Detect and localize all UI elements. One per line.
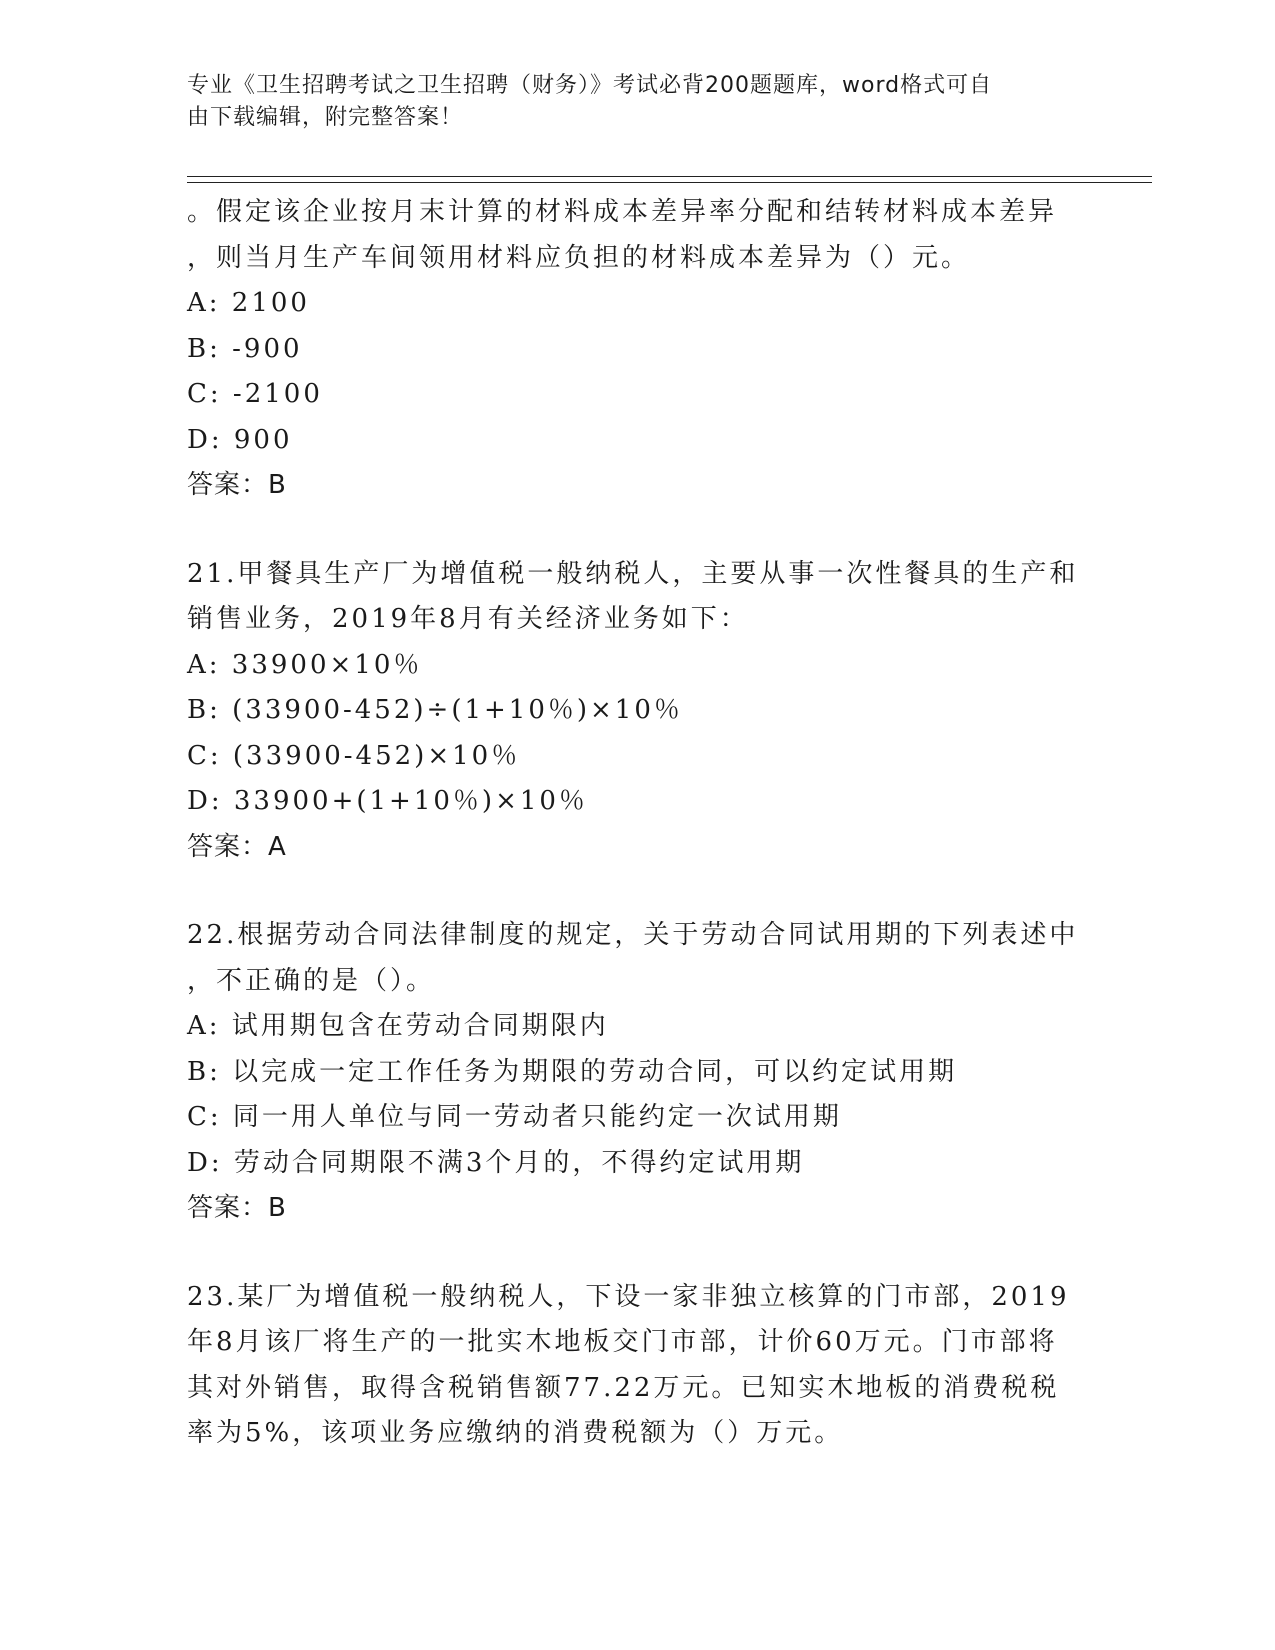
answer-line: 答案：B <box>187 1193 287 1223</box>
option-c: C: (33900-452)×10％ <box>187 740 521 771</box>
header-rule-top <box>187 176 1152 177</box>
question-block <box>187 190 1087 509</box>
option-d: D: 劳动合同期限不满3个月的，不得约定试用期 <box>187 1147 805 1178</box>
question-stem-line: 21.甲餐具生产厂为增值税一般纳税人，主要从事一次性餐具的生产和 <box>187 558 1079 589</box>
question-stem-line: ，则当月生产车间领用材料应负担的材料成本差异为（）元。 <box>187 242 971 273</box>
question-stem-line: 其对外销售，取得含税销售额77.22万元。已知实木地板的消费税税 <box>187 1372 1060 1403</box>
option-c: C: -2100 <box>187 379 323 409</box>
option-b: B: (33900-452)÷(1+10％)×10％ <box>187 695 683 725</box>
spacer <box>187 1232 1087 1275</box>
answer-line: 答案：B <box>187 470 287 500</box>
question-block <box>187 913 1087 1232</box>
spacer <box>187 509 1087 552</box>
option-a: A: 试用期包含在劳动合同期限内 <box>187 1011 609 1041</box>
question-stem-line: 年8月该厂将生产的一批实木地板交门市部，计价60万元。门市部将 <box>187 1327 1058 1357</box>
question-stem-line: 率为5%，该项业务应缴纳的消费税额为（）万元。 <box>187 1418 844 1448</box>
header-title-line-2: 由下载编辑，附完整答案！ <box>187 105 464 130</box>
question-stem-line: 销售业务，2019年8月有关经济业务如下： <box>187 604 749 634</box>
header-title-line-1: 专业《卫生招聘考试之卫生招聘（财务）》考试必背200题题库，word格式可自 <box>187 73 993 98</box>
option-b: B: -900 <box>187 333 303 364</box>
question-stem-line: 22.根据劳动合同法律制度的规定，关于劳动合同试用期的下列表述中 <box>187 920 1079 950</box>
question-block <box>187 552 1087 871</box>
document-header <box>187 70 1067 134</box>
option-b: B: 以完成一定工作任务为期限的劳动合同，可以约定试用期 <box>187 1056 958 1087</box>
question-stem-line: 。假定该企业按月末计算的材料成本差异率分配和结转材料成本差异 <box>187 197 1058 227</box>
header-rule-bottom <box>187 182 1152 183</box>
spacer <box>187 870 1087 913</box>
option-a: A: 2100 <box>187 288 310 318</box>
question-stem-line: 23.某厂为增值税一般纳税人，下设一家非独立核算的门市部，2019 <box>187 1281 1070 1312</box>
option-d: D: 900 <box>187 424 293 455</box>
question-list <box>187 190 1087 1457</box>
option-c: C: 同一用人单位与同一劳动者只能约定一次试用期 <box>187 1102 842 1132</box>
option-d: D: 33900+(1+10％)×10％ <box>187 786 588 816</box>
question-block <box>187 1275 1087 1457</box>
option-a: A: 33900×10％ <box>187 649 423 680</box>
answer-line: 答案：A <box>187 831 287 862</box>
question-stem-line: ，不正确的是（）。 <box>187 965 436 996</box>
